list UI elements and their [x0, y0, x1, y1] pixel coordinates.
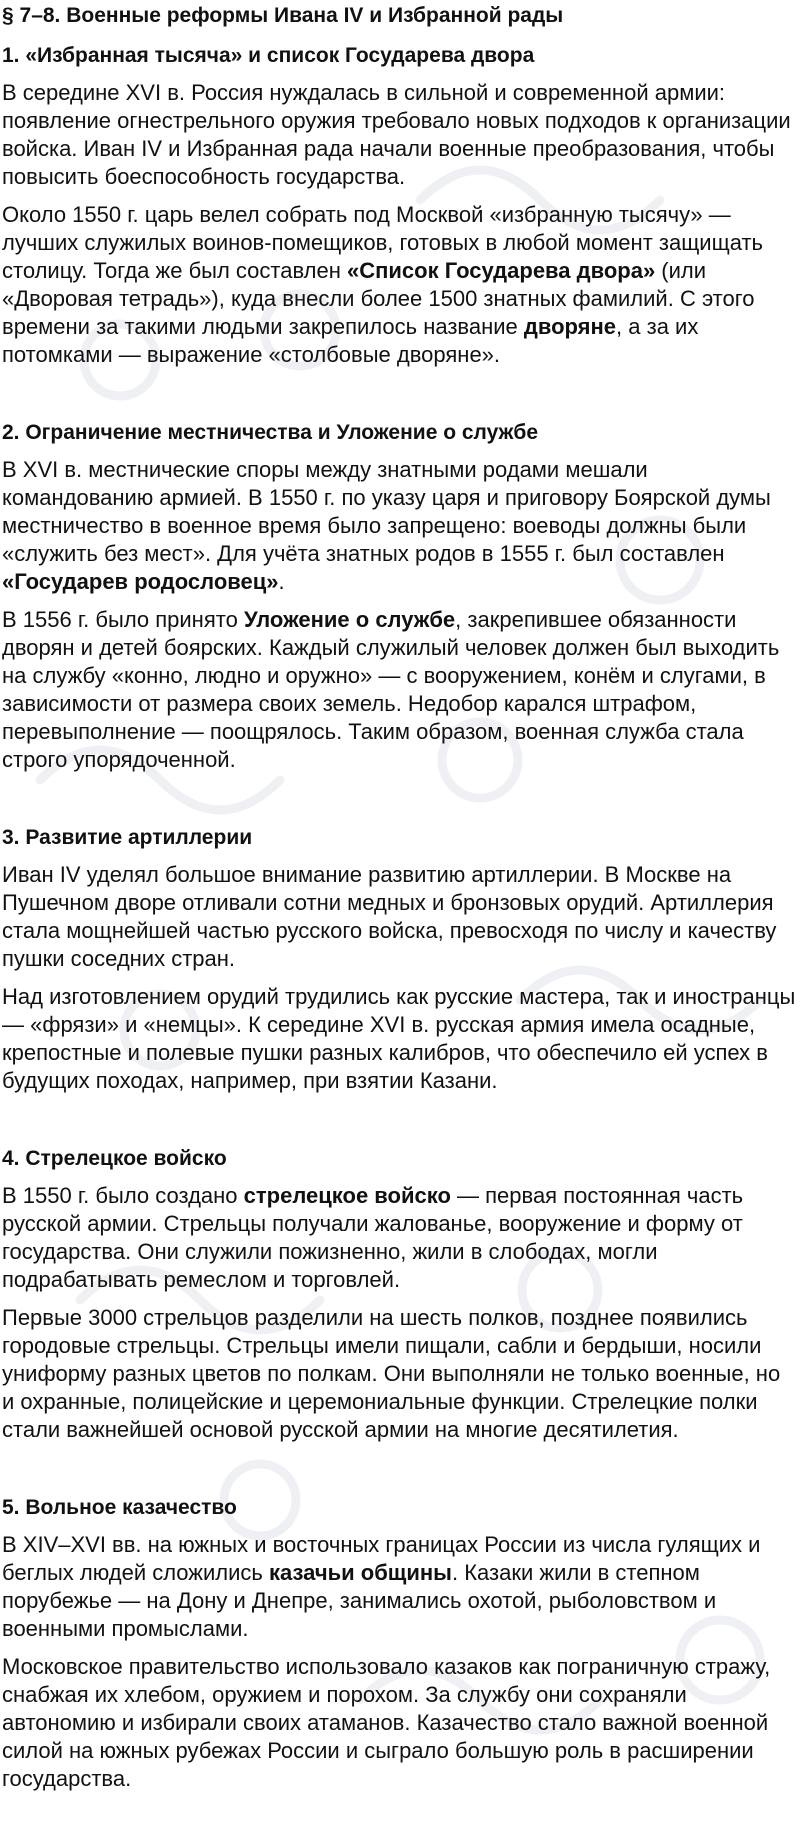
paragraph: [2, 79, 798, 191]
text-run: Над изготовлением орудий трудились как русские мастера, так и иностранцы — «фрязи» и «немцы». К середине XVI в. русская армия имела осадные, крепостные и полевые пушки разных калибров, что обеспечило ей успех в будущих походах, например, при взятии Казани.: [2, 984, 796, 1093]
paragraph: [2, 983, 798, 1095]
bold-term: казачьи общины: [269, 1560, 452, 1585]
section-heading: 4. Стрелецкое войско: [2, 1147, 227, 1170]
text-run: В 1550 г. было создано: [2, 1183, 244, 1208]
paragraph: [2, 456, 798, 596]
text-run: . Казаки жили в степном порубежье — на Дону и Днепре, занимались охотой, рыболовством и военными промыслами.: [2, 1560, 717, 1641]
bold-term: дворяне: [523, 314, 617, 339]
paragraph: [2, 1653, 798, 1793]
page-title: § 7–8. Военные реформы Ивана IV и Избранной рады: [2, 4, 564, 27]
text-run: В 1556 г. было принято: [2, 607, 244, 632]
paragraph: [2, 606, 798, 774]
text-run: Первые 3000 стрельцов разделили на шесть полков, позднее появились городовые стрельцы. Стрельцы имели пищали, сабли и бердыши, носили униформу разных цветов по полкам. Они выполняли не только военные, но и охранные, полицейские и церемониальные функции. Стрелецкие полки стали важнейшей основой русской армии на многие десятилетия.: [2, 1305, 781, 1442]
sections-container: [2, 42, 798, 1793]
bold-term: «Государев родословец»: [2, 569, 279, 594]
text-run: Около 1550 г. царь велел собрать под Москвой «избранную тысячу» — лучших служилых воинов-помещиков, готовых в любой момент защищать столицу. Тогда же был составлен: [2, 202, 763, 283]
text-run: .: [278, 569, 285, 594]
bold-term: Уложение о службе: [243, 607, 456, 632]
text-run: , а за их потомками — выражение «столбовые дворяне».: [2, 314, 699, 367]
text-run: (или «Дворовая тетрадь»), куда внесли более 1500 знатных фамилий. С этого времени за такими людьми закрепилось название: [2, 258, 755, 339]
section-heading: 3. Развитие артиллерии: [2, 826, 253, 849]
bold-term: «Список Государева двора»: [347, 258, 656, 283]
paragraph: [2, 1304, 798, 1444]
document-body: [2, 2, 798, 1793]
text-run: — первая постоянная часть русской армии. Стрельцы получали жалованье, вооружение и форму от государства. Они служили пожизненно, жили в слободах, могли подрабатывать ремеслом и торговлей.: [2, 1183, 744, 1292]
bold-term: стрелецкое войско: [243, 1183, 451, 1208]
text-run: В середине XVI в. Россия нуждалась в сильной и современной армии: появление огнестрельного оружия требовало новых подходов к организации войска. Иван IV и Избранная рада начали военные преобразования, чтобы повысить боеспособность государства.: [2, 80, 791, 189]
text-run: Иван IV уделял большое внимание развитию артиллерии. В Москве на Пушечном дворе отливали сотни медных и бронзовых орудий. Артиллерия стала мощнейшей частью русского войска, превосходя по числу и качеству пушки соседних стран.: [2, 862, 777, 971]
section-heading: 5. Вольное казачество: [2, 1496, 237, 1519]
section-4: [2, 1145, 798, 1444]
text-run: В XVI в. местнические споры между знатными родами мешали командованию армией. В 1550 г. по указу царя и приговору Боярской думы местничество в военное время было запрещено: воеводы должны были «служить без мест». Для учёта знатных родов в 1555 г. был составлен: [2, 457, 771, 566]
section-5: [2, 1494, 798, 1793]
paragraph: [2, 1182, 798, 1294]
text-run: Московское правительство использовало казаков как пограничную стражу, снабжая их хлебом, оружием и порохом. За службу они сохраняли автономию и избирали своих атаманов. Казачество стало важной военной силой на южных рубежах России и сыграло большую роль в расширении государства.: [2, 1654, 771, 1791]
text-run: В XIV–XVI вв. на южных и восточных границах России из числа гулящих и беглых людей сложились: [2, 1532, 761, 1585]
paragraph: [2, 201, 798, 369]
paragraph: [2, 861, 798, 973]
section-heading: 2. Ограничение местничества и Уложение о службе: [2, 421, 539, 444]
section-1: [2, 42, 798, 369]
section-heading: 1. «Избранная тысяча» и список Государева двора: [2, 44, 535, 67]
text-run: , закрепившее обязанности дворян и детей боярских. Каждый служилый человек должен был выходить на службу «конно, людно и оружно» — с вооружением, конём и слугами, в зависимости от размера своих земель. Недобор карался штрафом, перевыполнение — поощрялось. Таким образом, военная служба стала строго упорядоченной.: [2, 607, 780, 772]
section-2: [2, 419, 798, 774]
paragraph: [2, 1531, 798, 1643]
section-3: [2, 824, 798, 1095]
